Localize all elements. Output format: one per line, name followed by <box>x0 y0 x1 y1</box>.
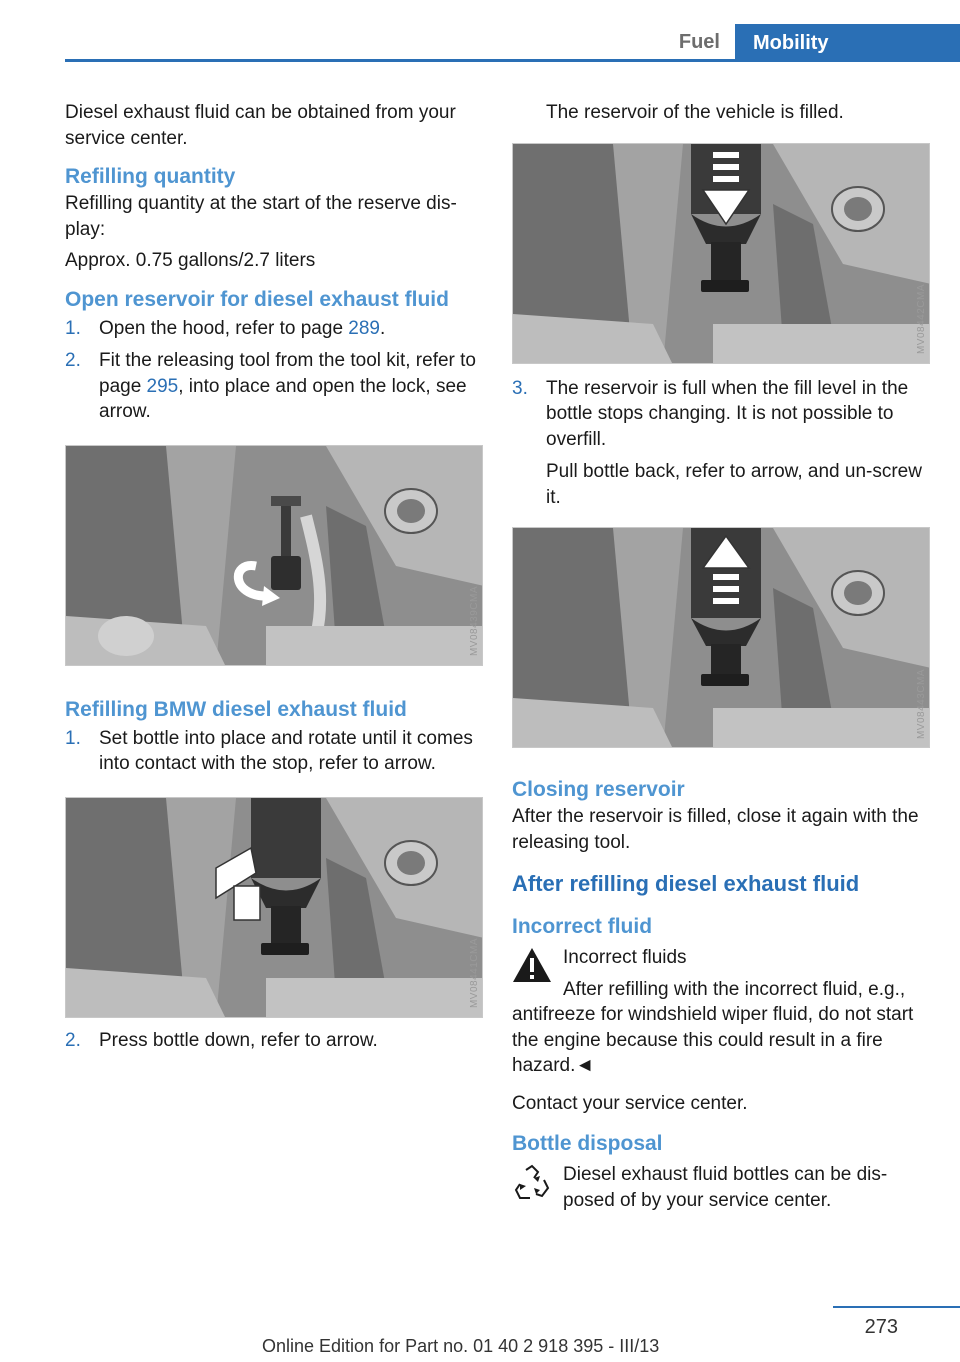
heading-closing-reservoir: Closing reservoir <box>512 778 685 801</box>
step-pull-back-text: Pull bottle back, refer to arrow, and un‐screw it. <box>546 461 922 508</box>
right-column <box>512 100 930 1213</box>
heading-incorrect-fluid: Incorrect fluid <box>512 915 653 938</box>
page-link-295[interactable]: 295 <box>146 375 179 397</box>
step-fit-tool <box>65 348 483 425</box>
step-text: Press bottle down, refer to arrow. <box>99 1029 378 1051</box>
step-number: 2. <box>65 350 81 371</box>
step-text: Open the hood, refer to page <box>99 317 349 339</box>
heading-refilling-quantity: Refilling quantity <box>65 165 236 188</box>
left-column <box>65 100 483 1053</box>
step-press-bottle <box>65 1028 483 1054</box>
step-set-bottle <box>65 726 483 777</box>
heading-open-reservoir: Open reservoir for diesel exhaust fluid <box>65 287 449 311</box>
heading-refilling-bmw-def: Refilling BMW diesel exhaust fluid <box>65 697 407 721</box>
refill-qty-approx: Approx. 0.75 gallons/2.7 liters <box>65 250 316 271</box>
step-text: The reservoir is full when the fill level in the bottle stops changing. It is not possible to overfill. <box>546 377 909 450</box>
recycle-icon <box>512 1164 552 1204</box>
step-text: Fit the releasing tool from the tool kit, refer to page <box>99 350 477 397</box>
warning-block <box>512 945 930 977</box>
step-number: 3. <box>512 377 528 399</box>
refill-qty-text: Refilling quantity at the start of the reserve dis‐play: <box>65 193 457 240</box>
warning-triangle-icon <box>512 947 552 983</box>
heading-after-refilling: After refilling diesel exhaust fluid <box>512 871 860 896</box>
header-chapter-tab[interactable]: Mobility <box>735 24 960 62</box>
step-open-hood <box>65 316 483 342</box>
figure-press-down <box>512 143 930 364</box>
figure-releasing-tool <box>65 445 483 666</box>
engine-bay-illustration-press <box>513 144 930 364</box>
reservoir-filled-text: The reservoir of the vehicle is filled. <box>546 102 844 123</box>
edition-text: Online Edition for Part no. 01 40 2 918 395 - III/13 <box>262 1336 660 1356</box>
step-reservoir-full <box>512 376 930 453</box>
header-section-label[interactable]: Fuel <box>678 31 720 53</box>
disposal-text: Diesel exhaust fluid bottles can be dis‐posed of by your service center. <box>563 1164 888 1211</box>
warning-text: After refilling with the incorrect fluid, e.g., antifreeze for windshield wiper fluid, do not start the engine because this could result in a fire hazard.◄ <box>512 978 914 1076</box>
figure-code: MV08441CMA <box>469 938 480 1009</box>
disposal-block <box>512 1162 930 1213</box>
figure-code: MV08439CMA <box>469 586 480 657</box>
figure-rotate-bottle <box>65 797 483 1018</box>
step-number: 2. <box>65 1029 81 1051</box>
warning-title: Incorrect fluids <box>563 947 687 968</box>
closing-text: After the reservoir is filled, close it again with the releasing tool. <box>512 806 919 853</box>
header-rule <box>65 59 960 62</box>
step-text-end: , into place and open the lock, see arrow. <box>99 375 467 422</box>
heading-bottle-disposal: Bottle disposal <box>512 1132 663 1155</box>
engine-bay-illustration-rotate <box>66 798 483 1018</box>
page-number: 273 <box>864 1316 898 1338</box>
step-number: 1. <box>65 317 81 339</box>
intro-text: Diesel exhaust fluid can be obtained from your service center. <box>65 102 456 149</box>
step-number: 1. <box>65 727 81 749</box>
step-text: Set bottle into place and rotate until it comes into contact with the stop, refer to arrow. <box>99 727 473 774</box>
page-header <box>65 24 960 62</box>
figure-code: MV08443CMA <box>916 668 927 739</box>
step-text-end: . <box>380 317 386 339</box>
footer-rule <box>833 1306 960 1308</box>
engine-bay-illustration-pull <box>513 528 930 748</box>
figure-code: MV08442CMA <box>916 284 927 355</box>
contact-text: Contact your service center. <box>512 1092 748 1114</box>
page-link-289[interactable]: 289 <box>348 317 380 339</box>
engine-bay-illustration-tool <box>66 446 483 666</box>
figure-pull-back <box>512 527 930 748</box>
